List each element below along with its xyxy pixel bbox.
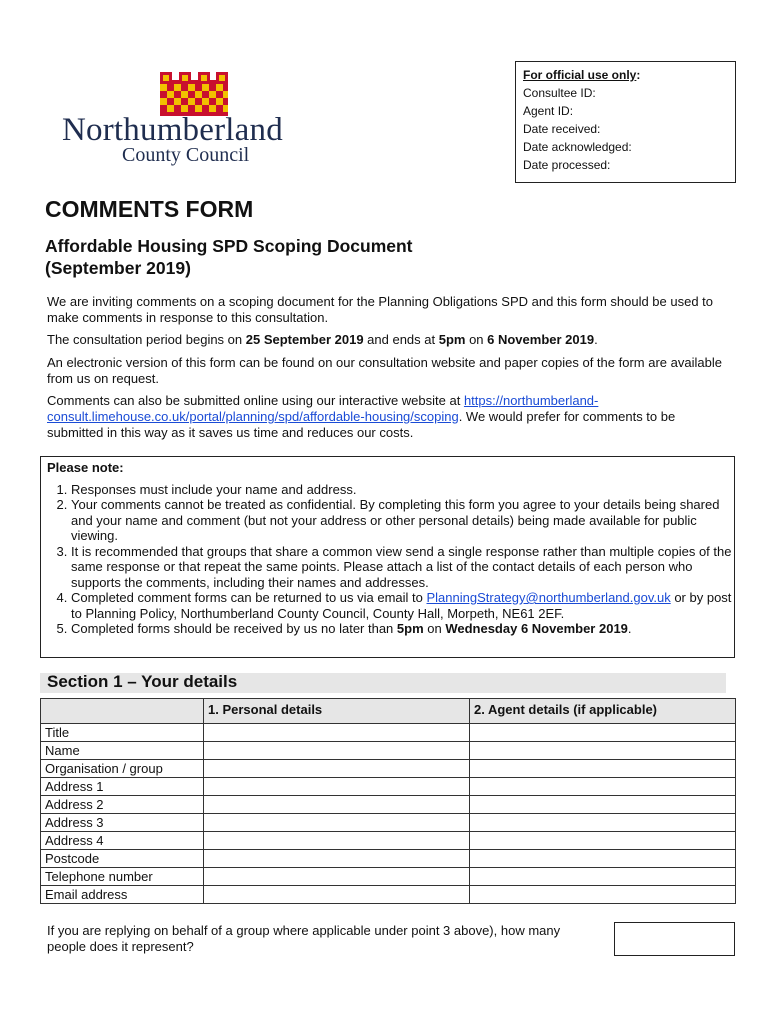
- details-table: [40, 698, 736, 904]
- note-item-2: 2. Your comments cannot be treated as confidential. By completing this form you agree to your details being shared and your name and comment (but not your address or other personal details) being made available for public viewing.: [71, 497, 734, 544]
- official-use-heading: For official use only:: [523, 68, 641, 82]
- official-field-consultee-id: Consultee ID:: [523, 86, 596, 100]
- table-row: [41, 778, 736, 796]
- subtitle-line-2: (September 2019): [45, 258, 191, 278]
- agent-telephone-input[interactable]: [470, 868, 736, 886]
- personal-address-3-input[interactable]: [204, 814, 470, 832]
- agent-name-input[interactable]: [470, 742, 736, 760]
- planning-email-link[interactable]: PlanningStrategy@northumberland.gov.uk: [426, 590, 671, 605]
- table-row: [41, 760, 736, 778]
- row-label-address-4: Address 4: [41, 832, 204, 850]
- row-label-email: Email address: [41, 886, 204, 904]
- header-spacer-cell: [41, 699, 204, 724]
- page-title: COMMENTS FORM: [45, 196, 254, 222]
- please-note-box: [40, 456, 735, 658]
- document-subtitle: [45, 235, 545, 279]
- period-time: 5pm: [438, 332, 466, 347]
- group-size-input[interactable]: [614, 922, 735, 956]
- personal-organisation-input[interactable]: [204, 760, 470, 778]
- note-item-4: 4. Completed comment forms can be returned to us via email to PlanningStrategy@northumberland.gov.uk or by post to Planning Policy, Northumberland County Council, County Hall, Morpeth, NE61 2EF.: [71, 590, 734, 621]
- official-use-box: [515, 61, 736, 183]
- table-row: [41, 814, 736, 832]
- agent-title-input[interactable]: [470, 724, 736, 742]
- row-label-organisation: Organisation / group: [41, 760, 204, 778]
- row-label-address-2: Address 2: [41, 796, 204, 814]
- official-field-date-acknowledged: Date acknowledged:: [523, 140, 632, 154]
- official-field-agent-id: Agent ID:: [523, 104, 574, 118]
- row-label-name: Name: [41, 742, 204, 760]
- table-row: [41, 886, 736, 904]
- table-row: [41, 742, 736, 760]
- agent-address-4-input[interactable]: [470, 832, 736, 850]
- personal-address-2-input[interactable]: [204, 796, 470, 814]
- header-agent-details: 2. Agent details (if applicable): [470, 699, 736, 724]
- table-row: [41, 850, 736, 868]
- row-label-address-3: Address 3: [41, 814, 204, 832]
- agent-address-3-input[interactable]: [470, 814, 736, 832]
- agent-address-1-input[interactable]: [470, 778, 736, 796]
- council-crest-icon: [160, 72, 228, 116]
- logo-name: Northumberland: [62, 112, 283, 148]
- personal-address-4-input[interactable]: [204, 832, 470, 850]
- personal-name-input[interactable]: [204, 742, 470, 760]
- logo-subtitle: County Council: [122, 144, 250, 166]
- header-personal-details: 1. Personal details: [204, 699, 470, 724]
- note-item-1: 1. Responses must include your name and address.: [71, 482, 734, 498]
- please-note-heading: Please note:: [47, 460, 124, 475]
- row-label-telephone: Telephone number: [41, 868, 204, 886]
- subtitle-line-1: Affordable Housing SPD Scoping Document: [45, 236, 413, 256]
- section-1-title: Section 1 – Your details: [47, 672, 238, 691]
- note-item-3: 3. It is recommended that groups that share a common view send a single response rather than multiple copies of the same response or that repeat the same points. Please attach a list of the contact details of each person who supports the comments, including their names and addresses.: [71, 544, 734, 591]
- row-label-address-1: Address 1: [41, 778, 204, 796]
- personal-telephone-input[interactable]: [204, 868, 470, 886]
- electronic-version-paragraph: An electronic version of this form can be found on our consultation website and paper copies of the form are available from us on request.: [47, 355, 722, 386]
- consultation-website-link[interactable]: https://northumberland-consult.limehouse.co.uk/portal/planning/spd/affordable-housing/scoping: [47, 393, 599, 424]
- agent-organisation-input[interactable]: [470, 760, 736, 778]
- official-field-date-processed: Date processed:: [523, 158, 611, 172]
- personal-address-1-input[interactable]: [204, 778, 470, 796]
- details-header-row: [41, 699, 736, 724]
- table-row: [41, 868, 736, 886]
- row-label-title: Title: [41, 724, 204, 742]
- note-list: [47, 482, 734, 637]
- table-row: [41, 724, 736, 742]
- table-row: [41, 832, 736, 850]
- online-submission-paragraph: Comments can also be submitted online using our interactive website at https://northumberland-consult.limehouse.co.uk/portal/planning/spd/affordable-housing/scoping. We would prefer for comments to be submitted in this way as it saves us time and reduces our costs.: [47, 393, 676, 440]
- official-field-date-received: Date received:: [523, 122, 601, 136]
- intro-paragraph: We are inviting comments on a scoping document for the Planning Obligations SPD and this form should be used to make comments in response to this consultation.: [47, 294, 714, 325]
- personal-email-input[interactable]: [204, 886, 470, 904]
- row-label-postcode: Postcode: [41, 850, 204, 868]
- note-item-5: 5. Completed forms should be received by us no later than 5pm on Wednesday 6 November 2019.: [71, 621, 734, 637]
- agent-postcode-input[interactable]: [470, 850, 736, 868]
- agent-email-input[interactable]: [470, 886, 736, 904]
- period-start: 25 September 2019: [245, 332, 364, 347]
- personal-title-input[interactable]: [204, 724, 470, 742]
- period-end: 6 November 2019: [487, 332, 595, 347]
- table-row: [41, 796, 736, 814]
- agent-address-2-input[interactable]: [470, 796, 736, 814]
- personal-postcode-input[interactable]: [204, 850, 470, 868]
- consultation-period-paragraph: The consultation period begins on 25 September 2019 and ends at 5pm on 6 November 2019.: [47, 332, 598, 347]
- group-size-question: If you are replying on behalf of a group where applicable under point 3 above), how many people does it represent?: [47, 923, 561, 954]
